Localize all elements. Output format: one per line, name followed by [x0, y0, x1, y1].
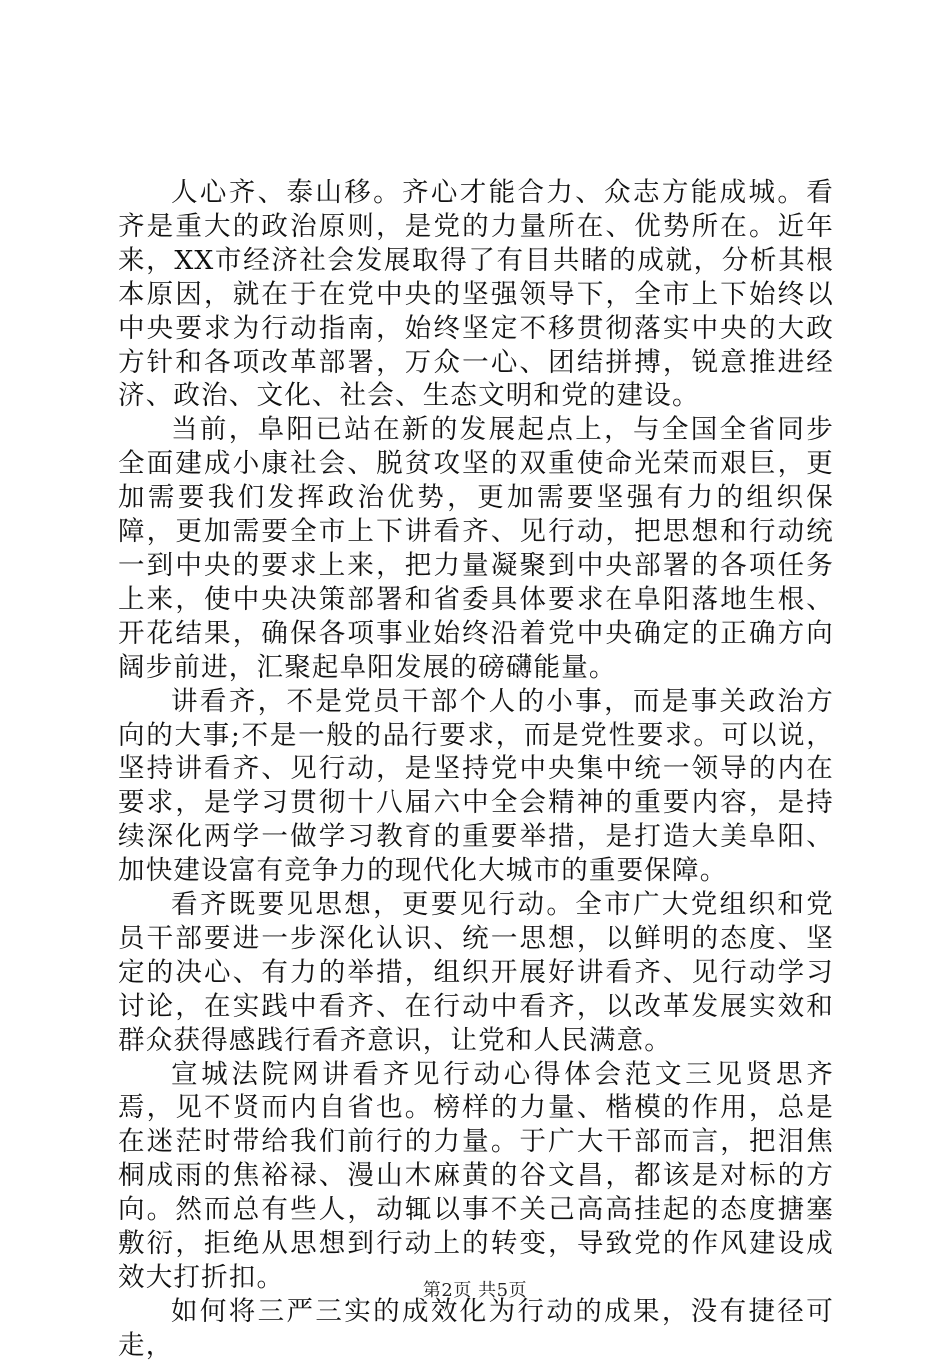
page-number-footer: 第2页 共5页	[422, 1280, 528, 1301]
paragraph-2: 当前，阜阳已站在新的发展起点上，与全国全省同步全面建成小康社会、脱贫攻坚的双重使命光荣而艰巨，更加需要我们发挥政治优势，更加需要坚强有力的组织保障，更加需要全市上下讲看齐、见行动，把思想和行动统一到中央的要求上来，把力量凝聚到中央部署的各项任务上来，使中央决策部署和省委具体要求在阜阳落地生根、开花结果，确保各项事业始终沿着党中央确定的正确方向阔步前进，汇聚起阜阳发展的磅礴能量。	[118, 414, 834, 683]
paragraph-6: 如何将三严三实的成效化为行动的成果，没有捷径可走，	[118, 1295, 834, 1361]
paragraph-5: 宣城法院网讲看齐见行动心得体会范文三见贤思齐焉，见不贤而内自省也。榜样的力量、楷模的作用，总是在迷茫时带给我们前行的力量。于广大干部而言，把泪焦桐成雨的焦裕禄、漫山木麻黄的谷文昌，都该是对标的方向。然而总有些人，动辄以事不关己高高挂起的态度搪塞敷衍，拒绝从思想到行动上的转变，导致党的作风建设成效大打折扣。	[118, 1058, 834, 1293]
paragraph-1: 人心齐、泰山移。齐心才能合力、众志方能成城。看齐是重大的政治原则，是党的力量所在、优势所在。近年来，XX市经济社会发展取得了有目共睹的成就，分析其根本原因，就在于在党中央的坚强领导下，全市上下始终以中央要求为行动指南，始终坚定不移贯彻落实中央的大政方针和各项改革部署，万众一心、团结拼搏，锐意推进经济、政治、文化、社会、生态文明和党的建设。	[118, 177, 834, 412]
paragraph-4: 看齐既要见思想，更要见行动。全市广大党组织和党员干部要进一步深化认识、统一思想，以鲜明的态度、坚定的决心、有力的举措，组织开展好讲看齐、见行动学习讨论，在实践中看齐、在行动中看齐，以改革发展实效和群众获得感践行看齐意识，让党和人民满意。	[118, 889, 834, 1056]
paragraph-3: 讲看齐，不是党员干部个人的小事，而是事关政治方向的大事;不是一般的品行要求，而是党性要求。可以说，坚持讲看齐、见行动，是坚持党中央集中统一领导的内在要求，是学习贯彻十八届六中全会精神的重要内容，是持续深化两学一做学习教育的重要举措，是打造大美阜阳、加快建设富有竞争力的现代化大城市的重要保障。	[118, 685, 834, 887]
document-body	[118, 176, 834, 1363]
